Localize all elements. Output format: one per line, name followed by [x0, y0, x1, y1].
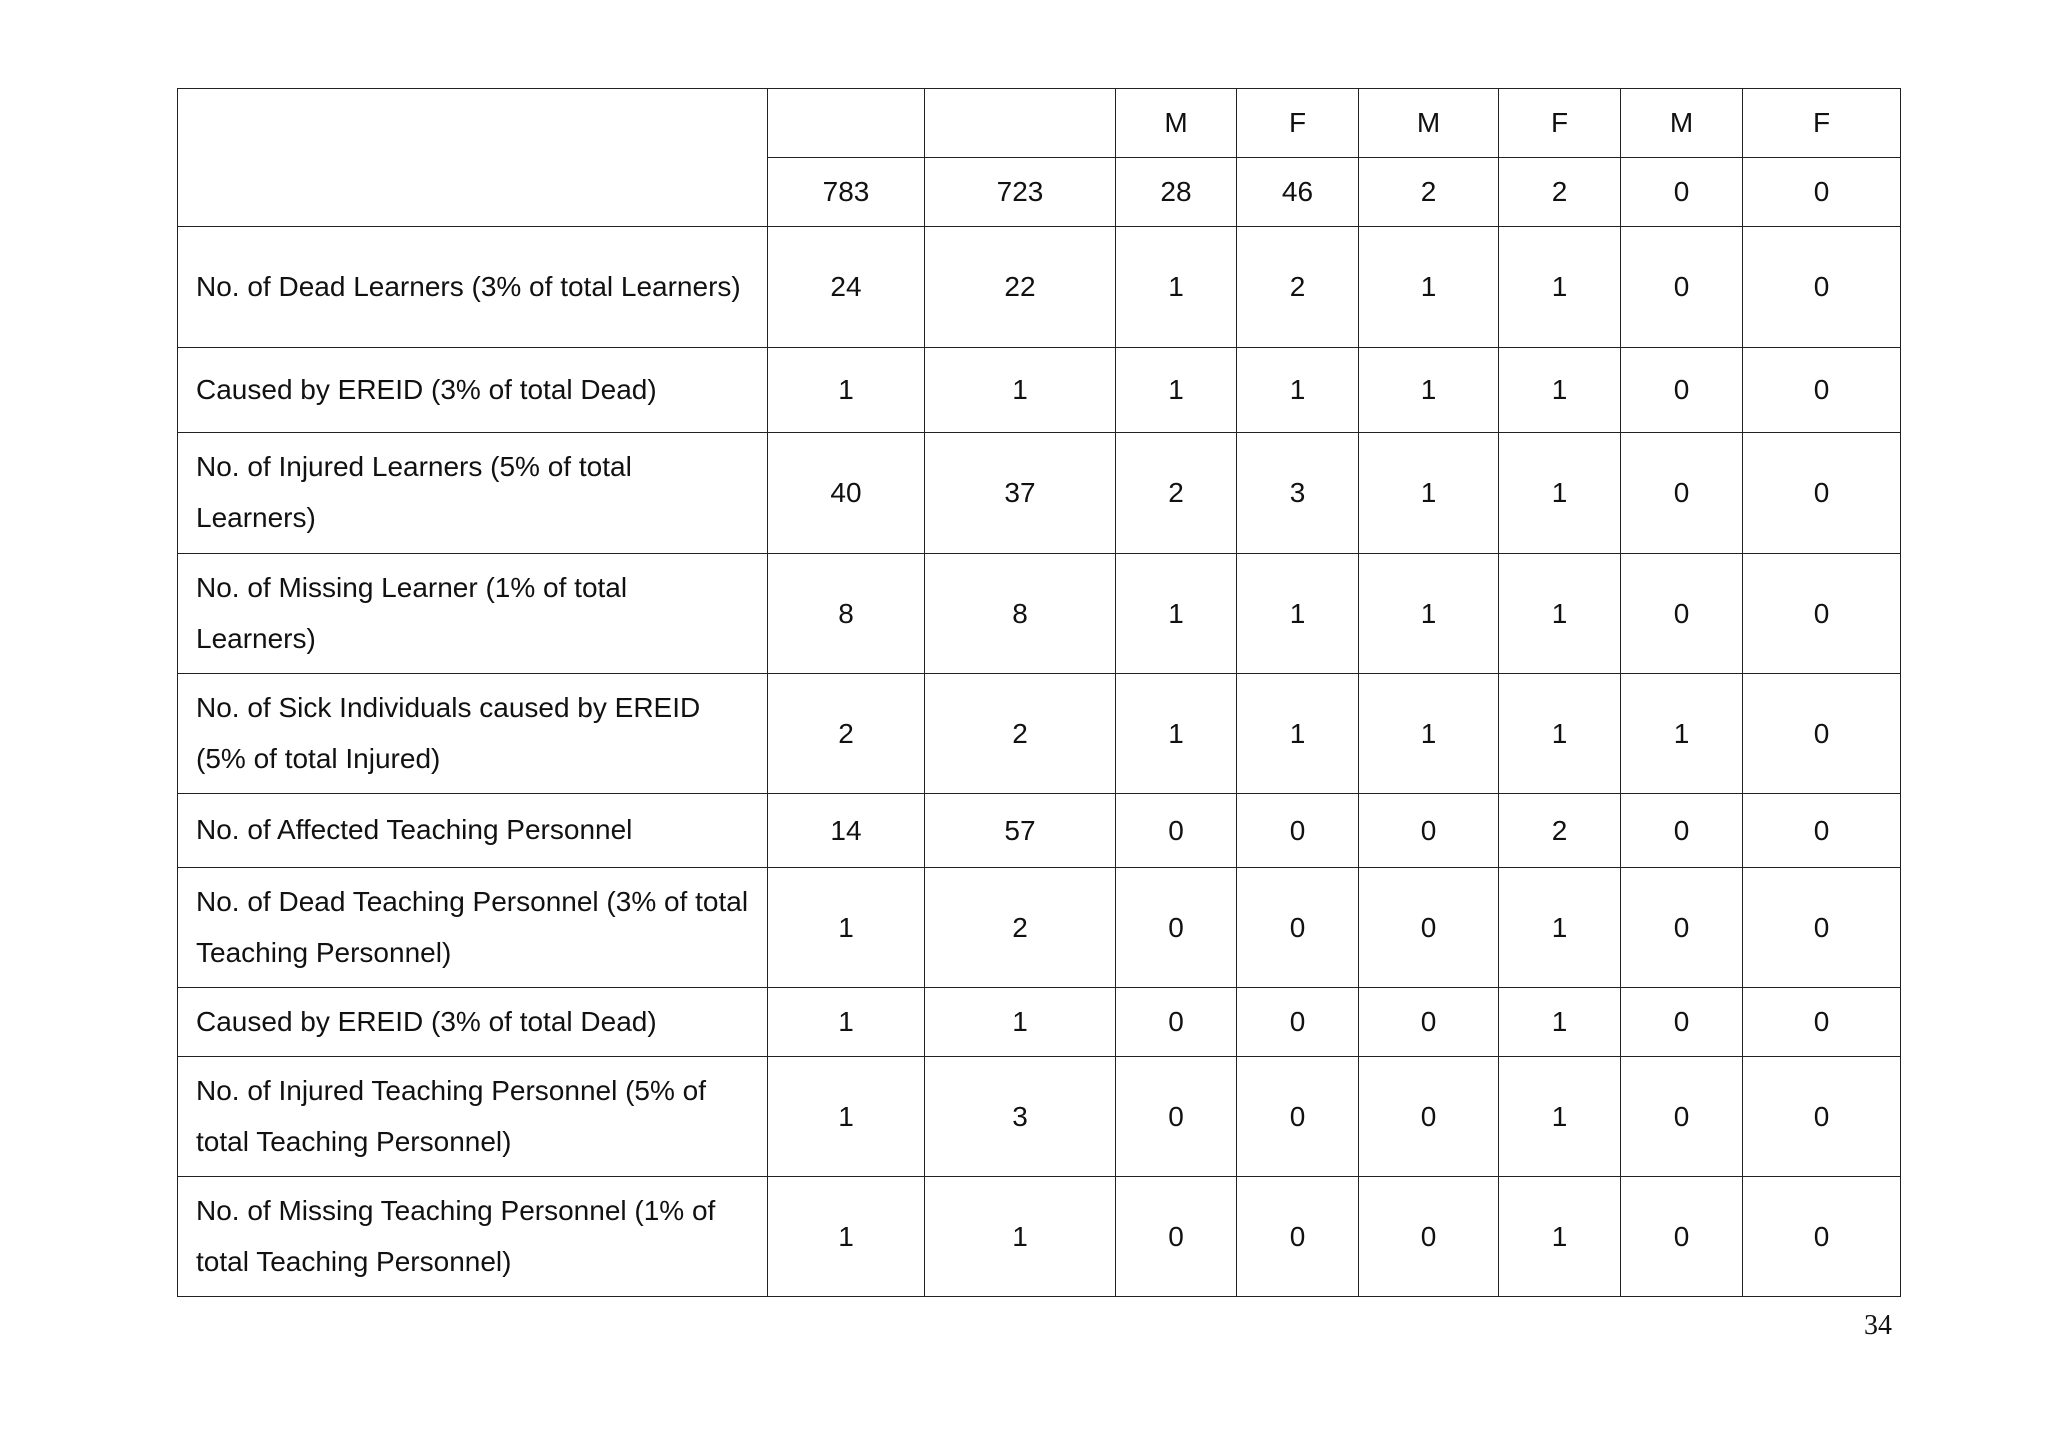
row-label: No. of Missing Learner (1% of total Learners)	[178, 554, 768, 674]
row-label: No. of Injured Learners (5% of total Learners)	[178, 433, 768, 554]
table-cell: 0	[1621, 554, 1743, 674]
table-cell: 0	[1237, 1177, 1359, 1297]
table-cell: 1	[768, 348, 925, 433]
table-cell: 1	[1359, 554, 1499, 674]
table-cell: 0	[1743, 988, 1901, 1057]
table-cell: 1	[1499, 868, 1621, 988]
table-cell: 0	[1359, 868, 1499, 988]
table-cell: 0	[1621, 988, 1743, 1057]
table-cell: 1	[768, 868, 925, 988]
table-cell: 1	[1499, 988, 1621, 1057]
table-cell: 14	[768, 794, 925, 868]
table-cell: 1	[1499, 227, 1621, 348]
table-cell: M	[1359, 89, 1499, 158]
table-cell: 0	[1743, 674, 1901, 794]
table-cell: 0	[1237, 988, 1359, 1057]
row-label: No. of Injured Teaching Personnel (5% of total Teaching Personnel)	[178, 1057, 768, 1177]
table-cell: 0	[1621, 348, 1743, 433]
table-cell: 0	[1359, 1057, 1499, 1177]
table-cell: 1	[1499, 1057, 1621, 1177]
table-cell: 723	[925, 158, 1116, 227]
table-cell: 0	[1621, 1057, 1743, 1177]
row-label: No. of Missing Teaching Personnel (1% of total Teaching Personnel)	[178, 1177, 768, 1297]
table-cell: 1	[1237, 348, 1359, 433]
table-cell: 1	[925, 348, 1116, 433]
table-cell: 1	[925, 988, 1116, 1057]
table-cell: 1	[1237, 674, 1359, 794]
table-cell: 1	[768, 988, 925, 1057]
table-cell: 0	[1743, 868, 1901, 988]
table-cell: 1	[1359, 674, 1499, 794]
table-row	[178, 868, 1901, 988]
table-cell: 0	[1743, 794, 1901, 868]
table-cell: 1	[925, 1177, 1116, 1297]
table-cell: 1	[1499, 1177, 1621, 1297]
table-cell: 0	[1621, 227, 1743, 348]
table-cell	[925, 89, 1116, 158]
table-cell: 57	[925, 794, 1116, 868]
table-cell: 1	[1116, 554, 1237, 674]
header-blank-cell	[178, 89, 768, 227]
table-cell: 24	[768, 227, 925, 348]
table-cell: 1	[1499, 554, 1621, 674]
table-cell: 0	[1743, 158, 1901, 227]
table-cell: 0	[1743, 1177, 1901, 1297]
table-cell: 1	[1116, 674, 1237, 794]
table-cell: 2	[1499, 794, 1621, 868]
table-cell: 0	[1359, 1177, 1499, 1297]
table-cell: 0	[1116, 794, 1237, 868]
table-cell: F	[1237, 89, 1359, 158]
table-cell: 0	[1743, 348, 1901, 433]
table-cell: 1	[1116, 348, 1237, 433]
row-label: No. of Dead Learners (3% of total Learners)	[178, 227, 768, 348]
table-cell: 40	[768, 433, 925, 554]
table-cell: 2	[1359, 158, 1499, 227]
table-cell: 1	[1116, 227, 1237, 348]
table-cell: 22	[925, 227, 1116, 348]
table-cell: 783	[768, 158, 925, 227]
table-cell	[768, 89, 925, 158]
table-cell: 1	[1499, 348, 1621, 433]
table-cell: 0	[1621, 158, 1743, 227]
table-row	[178, 794, 1901, 868]
table-cell: 37	[925, 433, 1116, 554]
table-cell: 1	[1359, 227, 1499, 348]
table-cell: 0	[1116, 988, 1237, 1057]
header-row-gender	[178, 89, 1901, 158]
table-cell: 0	[1116, 868, 1237, 988]
table-cell: 0	[1743, 433, 1901, 554]
table-cell: 0	[1116, 1177, 1237, 1297]
table-row	[178, 348, 1901, 433]
table-cell: 3	[925, 1057, 1116, 1177]
table-cell: 0	[1621, 1177, 1743, 1297]
row-label: Caused by EREID (3% of total Dead)	[178, 988, 768, 1057]
table-row	[178, 674, 1901, 794]
table-cell: 2	[1499, 158, 1621, 227]
table-row	[178, 554, 1901, 674]
table-cell: 2	[925, 674, 1116, 794]
table-row	[178, 1057, 1901, 1177]
table-cell: 2	[1237, 227, 1359, 348]
page-number: 34	[1864, 1310, 1892, 1341]
table-cell: 0	[1621, 868, 1743, 988]
table-row	[178, 433, 1901, 554]
table-cell: 1	[1621, 674, 1743, 794]
row-label: No. of Dead Teaching Personnel (3% of total Teaching Personnel)	[178, 868, 768, 988]
table-cell: 0	[1621, 794, 1743, 868]
table-cell: 0	[1743, 227, 1901, 348]
table-cell: 0	[1359, 988, 1499, 1057]
table-cell: 1	[1359, 348, 1499, 433]
table-cell: 0	[1237, 1057, 1359, 1177]
table-cell: 0	[1237, 794, 1359, 868]
table-cell: M	[1621, 89, 1743, 158]
table-cell: 1	[1237, 554, 1359, 674]
table-cell: 0	[1237, 868, 1359, 988]
table-row	[178, 1177, 1901, 1297]
table-cell: F	[1743, 89, 1901, 158]
table-row	[178, 227, 1901, 348]
row-label: No. of Affected Teaching Personnel	[178, 794, 768, 868]
table-cell: M	[1116, 89, 1237, 158]
table-cell: 8	[925, 554, 1116, 674]
table-cell: 0	[1359, 794, 1499, 868]
table-cell: 2	[925, 868, 1116, 988]
table-cell: 2	[1116, 433, 1237, 554]
table-cell: 8	[768, 554, 925, 674]
table-row	[178, 988, 1901, 1057]
table-cell: 2	[768, 674, 925, 794]
table-cell: 1	[1499, 433, 1621, 554]
table-cell: 0	[1743, 1057, 1901, 1177]
table-cell: 0	[1116, 1057, 1237, 1177]
table-cell: 46	[1237, 158, 1359, 227]
row-label: Caused by EREID (3% of total Dead)	[178, 348, 768, 433]
table-cell: 28	[1116, 158, 1237, 227]
table-cell: 1	[768, 1057, 925, 1177]
table-body	[178, 89, 1901, 1297]
table-cell: 3	[1237, 433, 1359, 554]
row-label: No. of Sick Individuals caused by EREID (5% of total Injured)	[178, 674, 768, 794]
data-table	[177, 88, 1901, 1297]
table-cell: 1	[768, 1177, 925, 1297]
table-cell: 0	[1621, 433, 1743, 554]
table-cell: 1	[1359, 433, 1499, 554]
table-cell: F	[1499, 89, 1621, 158]
table-cell: 0	[1743, 554, 1901, 674]
table-cell: 1	[1499, 674, 1621, 794]
